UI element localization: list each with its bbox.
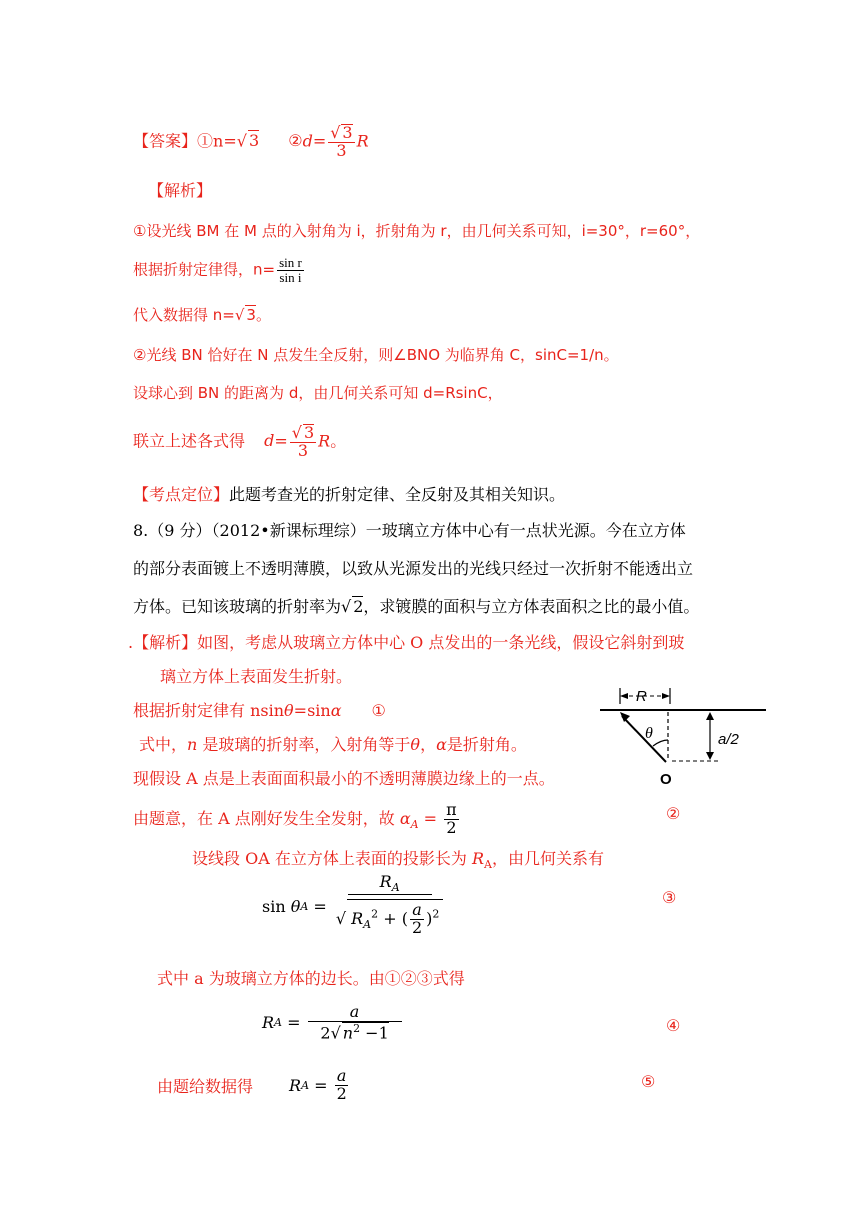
a2-label: a/2 [718,731,739,748]
analysis-line-6: 联立上述各式得 d= $\frac{√ 3}{3}$ R。 [133,423,347,460]
sol-line-4: 式中，n 是玻璃的折射率，入射角等于θ，α是折射角。 [139,735,527,754]
R-label: R [636,688,647,705]
analysis-line-4: ②光线 BN 恰好在 N 点发生全反射，则∠BNO 为临界角 C，sinC=1/n。 [133,346,619,364]
a2-arrow-top [706,712,714,720]
analysis-label: 【解析】 [148,181,213,200]
theta-label: θ [645,725,653,742]
R-arrow-right [662,693,670,699]
sol-line-8: 式中 a 为玻璃立方体的边长。由①②③式得 [157,969,465,988]
theta-arc [653,740,668,746]
ray-arrowhead [620,712,630,722]
equation-5: 由题给数据得 R A = $\frac{a}{2}$ [157,1066,347,1103]
equation-3: sin θ A = $R_A$ √ $R_A^2$ + ( $\frac{a}{2}$ )$^2$ [262,874,447,938]
q8-line-1: 8.（9 分）（2012•新课标理综）一玻璃立方体中心有一点状光源。今在立方体 [133,521,686,540]
light-ray [622,716,666,762]
sol-line-6: 由题意，在 A 点刚好发生全发射，故 $\alpha_A$ = $\frac{\pi}{2}$ [133,800,457,837]
analysis-line-3: 代入数据得 n=√ 3。 [133,306,271,324]
analysis-line-1: ①设光线 BM 在 M 点的入射角为 i，折射角为 r，由几何关系可知，i=30°，r=60°， [133,222,701,240]
kaodian-line: 【考点定位】此题考查光的折射定律、全反射及其相关知识。 [133,485,566,504]
a2-arrow-bottom [706,752,714,760]
circle-3: ③ [662,888,677,907]
snell-fraction: $\frac{\text{sin r}}{\text{sin i}}$ [279,255,302,285]
refraction-diagram [598,682,768,792]
sol-line-1: .【解析】如图，考虑从玻璃立方体中心 O 点发出的一条光线，假设它斜射到玻 [128,633,685,652]
answer-label: 【答案】 [133,131,198,151]
sol-line-2: 璃立方体上表面发生折射。 [160,667,353,686]
q8-line-3: 方体。已知该玻璃的折射率为√ 2，求镀膜的面积与立方体表面积之比的最小值。 [133,597,700,616]
sol-line-7: 设线段 OA 在立方体上表面的投影长为 $R_A$，由几何关系有 [192,849,604,872]
kaodian-label: 【考点定位】 [133,485,230,504]
circle-5: ⑤ [641,1072,656,1091]
fraction-sqrt3-over-3: $\frac{√ 3}{3}$ [330,123,353,160]
sqrt-symbol: √ [236,131,247,151]
O-label: O [660,771,672,788]
equation-4: R A = $\frac{a}{2√ n^2 -1}$ [262,1004,404,1042]
sol-line-3: 根据折射定律有 nsinθ=sinα ① [133,701,386,720]
q8-line-2: 的部分表面镀上不透明薄膜，以致从光源发出的光线只经过一次折射不能透出立 [133,559,694,578]
sol-line-5: 现假设 A 点是上表面面积最小的不透明薄膜边缘上的一点。 [133,769,555,788]
analysis-line-5: 设球心到 BN 的距离为 d，由几何关系可知 d=RsinC， [133,384,503,402]
circle-4: ④ [666,1016,681,1035]
analysis-line-2: 根据折射定律得，n= $\frac{\text{sin r}}{\text{sin i}}$ [133,255,302,285]
circle-2: ② [666,804,681,823]
answer-line: 【答案】①n=√ 3 ②d= $\frac{√ 3}{3}$ R [133,123,369,160]
R-arrow-left [620,693,628,699]
